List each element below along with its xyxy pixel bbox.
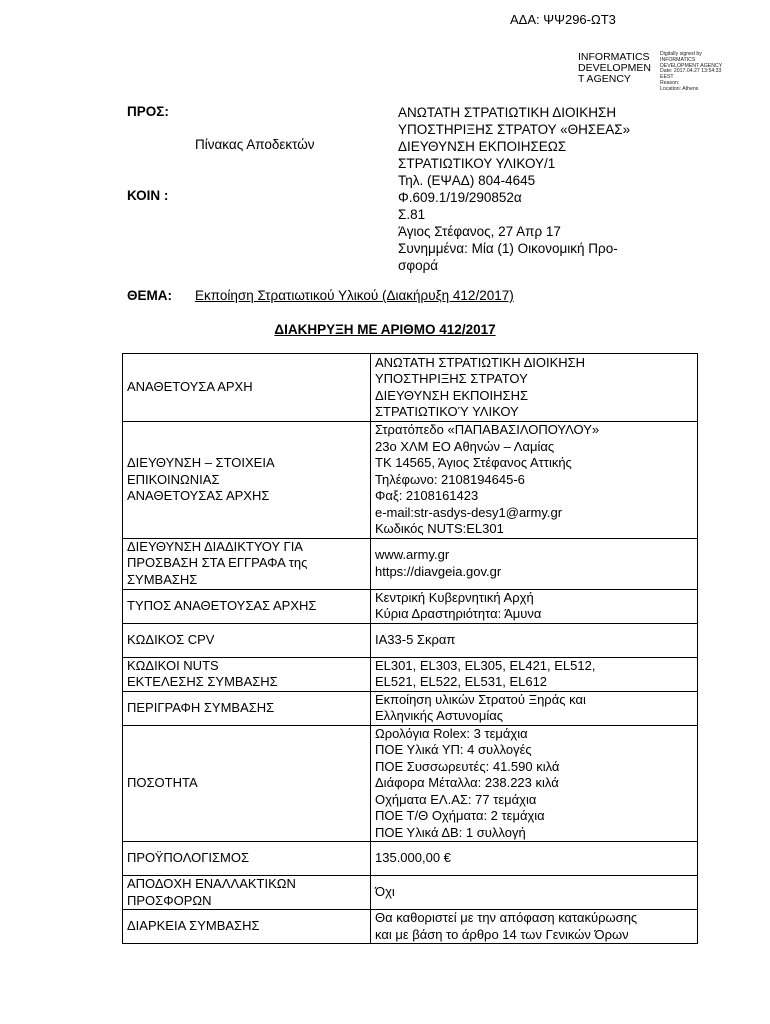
- field-value: ΔΙΕΥΘΥΝΣΗ ΕΚΠΟΙΗΣΗΣ: [375, 387, 528, 403]
- field-label-cell: [123, 354, 371, 422]
- address-line: Τηλ. (ΕΨΑΔ) 804-4645: [398, 173, 536, 188]
- field-value: www.army.gr: [375, 547, 450, 562]
- field-value: Στρατόπεδο «ΠΑΠΑΒΑΣΙΛΟΠΟΥΛΟΥ»: [375, 422, 600, 437]
- signature-organization: INFORMATICS DEVELOPMEN T AGENCY: [578, 51, 651, 85]
- field-value-cell: [371, 623, 698, 657]
- field-value: ΠΟΕ Συσσωρευτές: 41.590 κιλά: [375, 758, 560, 774]
- field-label: ΔΙΑΡΚΕΙΑ ΣΥΜΒΑΣΗΣ: [127, 918, 260, 934]
- field-label: ΠΡΟΫΠΟΛΟΓΙΣΜΟΣ: [127, 850, 249, 866]
- field-value-cell: [371, 589, 698, 623]
- field-value: Κεντρική Κυβερνητική Αρχή: [375, 589, 534, 605]
- field-value: Οχήματα ΕΛ.ΑΣ: 77 τεμάχια: [375, 791, 537, 807]
- field-value: 23ο ΧΛΜ ΕΟ Αθηνών – Λαμίας: [375, 438, 555, 454]
- table-row: [123, 538, 698, 589]
- field-value: Φαξ: 2108161423: [375, 488, 479, 503]
- table-row: [123, 876, 698, 910]
- field-label: ΔΙΕΥΘΥΝΣΗ – ΣΤΟΙΧΕΙΑ: [127, 455, 275, 470]
- field-label: ΑΝΑΘΕΤΟΥΣΑΣ ΑΡΧΗΣ: [127, 488, 270, 503]
- field-value: Ελληνικής Αστυνομίας: [375, 708, 504, 723]
- field-label: ΠΡΟΣΦΟΡΩΝ: [127, 892, 212, 908]
- address-line: Άγιος Στέφανος, 27 Απρ 17: [398, 224, 561, 239]
- ada-code: ΑΔΑ: ΨΨ296-ΩΤ3: [510, 12, 616, 27]
- field-label-cell: [123, 538, 371, 589]
- field-label-cell: [123, 589, 371, 623]
- tender-details-table: [122, 353, 698, 944]
- recipients-list: Πίνακας Αποδεκτών: [195, 137, 315, 152]
- address-line: ΣΤΡΑΤΙΩΤΙΚΟΥ ΥΛΙΚΟΥ/1: [398, 156, 556, 171]
- field-value-cell: [371, 422, 698, 539]
- cc-label: ΚΟΙΝ :: [127, 188, 169, 203]
- field-label-cell: [123, 623, 371, 657]
- address-line: Συνημμένα: Μία (1) Οικονομική Προ-: [398, 241, 618, 256]
- field-label-cell: [123, 842, 371, 876]
- field-label-cell: [123, 910, 371, 944]
- table-row: [123, 589, 698, 623]
- field-label: ΑΠΟΔΟΧΗ ΕΝΑΛΛΑΚΤΙΚΩΝ: [127, 876, 296, 891]
- field-label-cell: [123, 725, 371, 842]
- field-value: 135.000,00 €: [375, 850, 451, 866]
- field-value-cell: [371, 910, 698, 944]
- field-value: EL301, EL303, EL305, EL421, EL512,: [375, 657, 596, 673]
- field-label-cell: [123, 657, 371, 691]
- field-value: και με βάση το άρθρο 14 των Γενικών Όρων: [375, 926, 629, 942]
- field-label: ΠΟΣΟΤΗΤΑ: [127, 775, 198, 790]
- field-value: Θα καθοριστεί με την απόφαση κατακύρωσης: [375, 910, 638, 925]
- field-value-cell: [371, 538, 698, 589]
- field-value: ΑΝΩΤΑΤΗ ΣΤΡΑΤΙΩΤΙΚΗ ΔΙΟΙΚΗΣΗ: [375, 354, 586, 370]
- field-value: Εκποίηση υλικών Στρατού Ξηράς και: [375, 691, 586, 707]
- field-value: ΠΟΕ Υλικά ΥΠ: 4 συλλογές: [375, 742, 532, 757]
- field-value: https://diavgeia.gov.gr: [375, 563, 502, 579]
- field-label: ΤΥΠΟΣ ΑΝΑΘΕΤΟΥΣΑΣ ΑΡΧΗΣ: [127, 597, 317, 613]
- field-label: ΔΙΕΥΘΥΝΣΗ ΔΙΑΔΙΚΤΥΟΥ ΓΙΑ: [127, 538, 303, 554]
- table-row: [123, 422, 698, 539]
- field-label: ΕΚΤΕΛΕΣΗΣ ΣΥΜΒΑΣΗΣ: [127, 674, 278, 689]
- table-row: [123, 910, 698, 944]
- sender-address-block: [398, 104, 630, 274]
- field-label: ΚΩΔΙΚΟΙ NUTS: [127, 657, 219, 673]
- table-row: [123, 623, 698, 657]
- table-row: [123, 657, 698, 691]
- field-value: Όχι: [375, 884, 395, 900]
- table-row: [123, 691, 698, 725]
- field-value: IA33-5 Σκραπ: [375, 631, 456, 647]
- address-line: ΔΙΕΥΘΥΝΣΗ ΕΚΠΟΙΗΣΕΩΣ: [398, 139, 567, 154]
- field-value-cell: [371, 842, 698, 876]
- field-value: Ωρολόγια Rolex: 3 τεμάχια: [375, 725, 528, 741]
- subject-text: Εκποίηση Στρατιωτικού Υλικού (Διακήρυξη 412/2017): [195, 288, 514, 303]
- field-label-cell: [123, 691, 371, 725]
- field-value: e-mail:str-asdys-desy1@army.gr: [375, 504, 563, 520]
- field-label: ΑΝΑΘΕΤΟΥΣΑ ΑΡΧΗ: [127, 379, 253, 395]
- field-value: EL521, EL522, EL531, EL612: [375, 674, 548, 689]
- field-label: ΠΕΡΙΓΡΑΦΗ ΣΥΜΒΑΣΗΣ: [127, 699, 275, 715]
- signature-details: Digitally signed by INFORMATICS DEVELOPMENT AGENCY Date: 2017.04.27 13:54:33 EEST Reason: Location: Athens: [660, 51, 723, 92]
- field-value-cell: [371, 725, 698, 842]
- subject-label: ΘΕΜΑ:: [127, 288, 172, 303]
- field-label: ΠΡΟΣΒΑΣΗ ΣΤΑ ΕΓΓΡΑΦΑ της: [127, 555, 308, 571]
- field-value: ΥΠΟΣΤΗΡΙΞΗΣ ΣΤΡΑΤΟΥ: [375, 371, 528, 386]
- field-value: ΠΟΕ Υλικά ΔΒ: 1 συλλογή: [375, 824, 526, 840]
- field-label-cell: [123, 422, 371, 539]
- field-label: ΚΩΔΙΚΟΣ CPV: [127, 631, 215, 647]
- to-label: ΠΡΟΣ:: [127, 104, 169, 119]
- field-label: ΕΠΙΚΟΙΝΩΝΙΑΣ: [127, 471, 220, 487]
- address-line: ΥΠΟΣΤΗΡΙΞΗΣ ΣΤΡΑΤΟΥ «ΘΗΣΕΑΣ»: [398, 122, 631, 137]
- field-value: ΣΤΡΑΤΙΩΤΙΚΟΎ ΥΛΙΚΟΥ: [375, 404, 519, 419]
- field-value-cell: [371, 354, 698, 422]
- table-row: [123, 842, 698, 876]
- field-value-cell: [371, 657, 698, 691]
- field-value-cell: [371, 876, 698, 910]
- table-row: [123, 354, 698, 422]
- address-line: Φ.609.1/19/290852α: [398, 190, 522, 205]
- field-value: Κωδικός NUTS:EL301: [375, 521, 504, 536]
- field-label-cell: [123, 876, 371, 910]
- document-heading: ΔΙΑΚΗΡΥΞΗ ΜΕ ΑΡΙΘΜΟ 412/2017: [274, 322, 496, 337]
- field-value: ΤΚ 14565, Άγιος Στέφανος Αττικής: [375, 455, 572, 470]
- field-value: ΠΟΕ Τ/Θ Οχήματα: 2 τεμάχια: [375, 808, 545, 823]
- field-value: Διάφορα Μέταλλα: 238.223 κιλά: [375, 775, 559, 790]
- field-label: ΣΥΜΒΑΣΗΣ: [127, 571, 198, 587]
- address-line: ΑΝΩΤΑΤΗ ΣΤΡΑΤΙΩΤΙΚΗ ΔΙΟΙΚΗΣΗ: [398, 105, 617, 120]
- field-value: Κύρια Δραστηριότητα: Άμυνα: [375, 606, 542, 621]
- field-value-cell: [371, 691, 698, 725]
- field-value: Τηλέφωνο: 2108194645-6: [375, 471, 525, 487]
- address-line: Σ.81: [398, 207, 426, 222]
- address-line: σφορά: [398, 258, 439, 273]
- table-row: [123, 725, 698, 842]
